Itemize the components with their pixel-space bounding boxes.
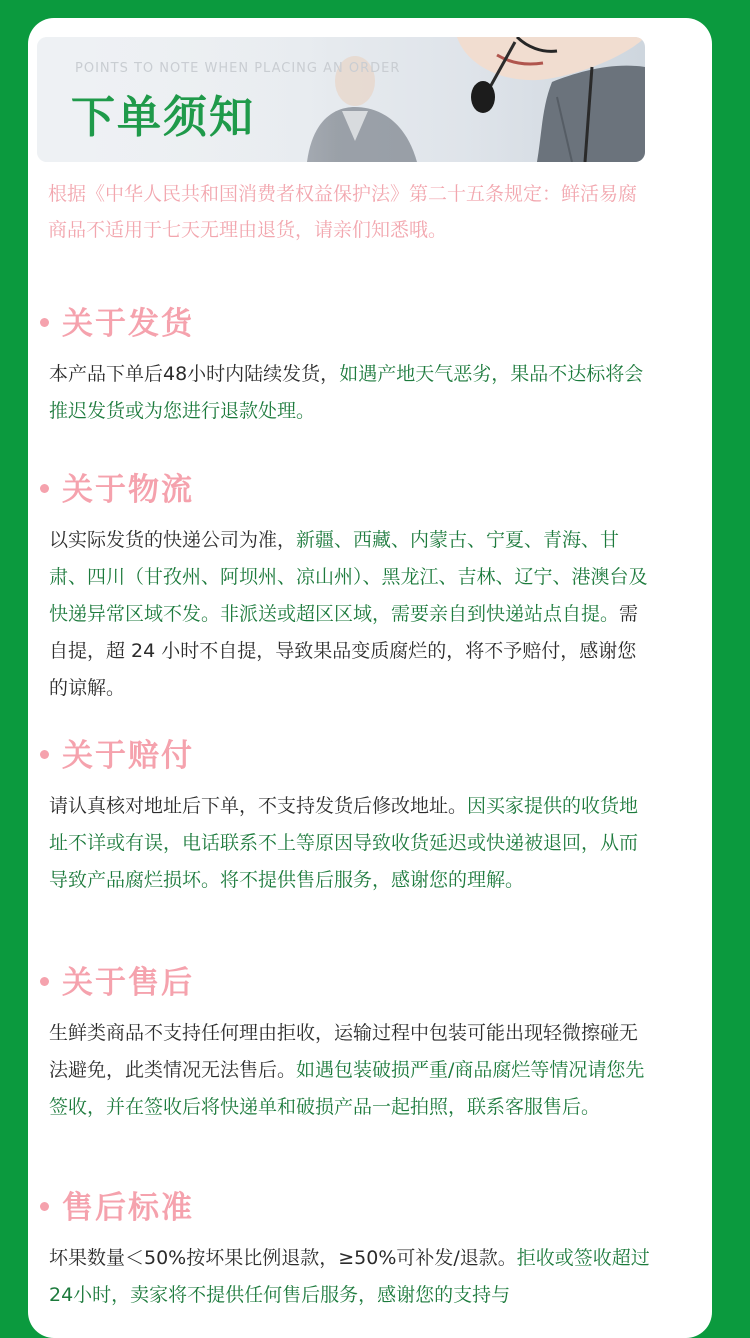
section-body	[49, 1240, 650, 1314]
section-body	[49, 522, 650, 707]
section-after-sales-standard	[40, 1180, 650, 1314]
section-header	[40, 1180, 650, 1228]
section-title: 关于发货	[62, 305, 194, 342]
section-text-highlight: 新疆、西藏、内蒙古、宁夏、青海、甘肃、四川（甘孜州、阿坝州、凉山州）、黑龙江、吉林、辽宁、港澳台及快递异常区域不发。非派送或超区区域，需要亲自到快递站点自提。	[49, 529, 648, 625]
bullet-dot-icon	[40, 1202, 49, 1211]
bullet-dot-icon	[40, 750, 49, 759]
order-notice-banner	[37, 37, 645, 162]
section-after-sales	[40, 955, 650, 1126]
section-text: 坏果数量＜50%按坏果比例退款，≥50%可补发/退款。	[49, 1247, 517, 1269]
section-header	[40, 728, 650, 776]
section-title: 关于赔付	[62, 737, 194, 774]
bullet-dot-icon	[40, 977, 49, 986]
section-text: 请认真核对地址后下单，不支持发货后修改地址。	[49, 795, 468, 817]
bullet-dot-icon	[40, 484, 49, 493]
bullet-dot-icon	[40, 318, 49, 327]
banner-title: 下单须知	[71, 92, 255, 143]
section-title: 售后标准	[62, 1189, 194, 1226]
section-text: 本产品下单后48小时内陆续发货，	[49, 363, 340, 385]
section-body	[49, 1015, 650, 1126]
section-shipping	[40, 296, 650, 430]
section-header	[40, 955, 650, 1003]
section-text-highlight: 如遇包装破损严重/商品腐烂等情况请您先签收，并在签收后将快递单和破损产品一起拍照，联系客服售后。	[49, 1059, 645, 1118]
section-text-highlight: 如遇产地天气恶劣，果品不达标将会推迟发货或为您进行退款处理。	[49, 363, 644, 422]
section-logistics	[40, 462, 650, 707]
banner-subtitle: POINTS TO NOTE WHEN PLACING AN ORDER	[75, 61, 401, 76]
section-compensation	[40, 728, 650, 899]
section-header	[40, 296, 650, 344]
section-text: 以实际发货的快递公司为准，	[49, 529, 297, 551]
section-text: 需自提，超 24 小时不自提，导致果品变质腐烂的，将不予赔付，感谢您的谅解。	[49, 603, 639, 699]
legal-notice: 根据《中华人民共和国消费者权益保护法》第二十五条规定：鲜活易腐商品不适用于七天无理由退货，请亲们知悉哦。	[48, 183, 638, 241]
section-header	[40, 462, 650, 510]
section-title: 关于售后	[62, 964, 194, 1001]
section-text-highlight: 因买家提供的收货地址不详或有误，电话联系不上等原因导致收货延迟或快递被退回，从而导致产品腐烂损坏。将不提供售后服务，感谢您的理解。	[49, 795, 639, 891]
section-text: 生鲜类商品不支持任何理由拒收，运输过程中包装可能出现轻微擦碰无法避免，此类情况无法售后。	[49, 1022, 639, 1081]
section-text-highlight: 拒收或签收超过24小时，卖家将不提供任何售后服务，感谢您的支持与	[49, 1247, 650, 1306]
section-title: 关于物流	[62, 471, 194, 508]
section-body	[49, 788, 650, 899]
section-body	[49, 356, 650, 430]
